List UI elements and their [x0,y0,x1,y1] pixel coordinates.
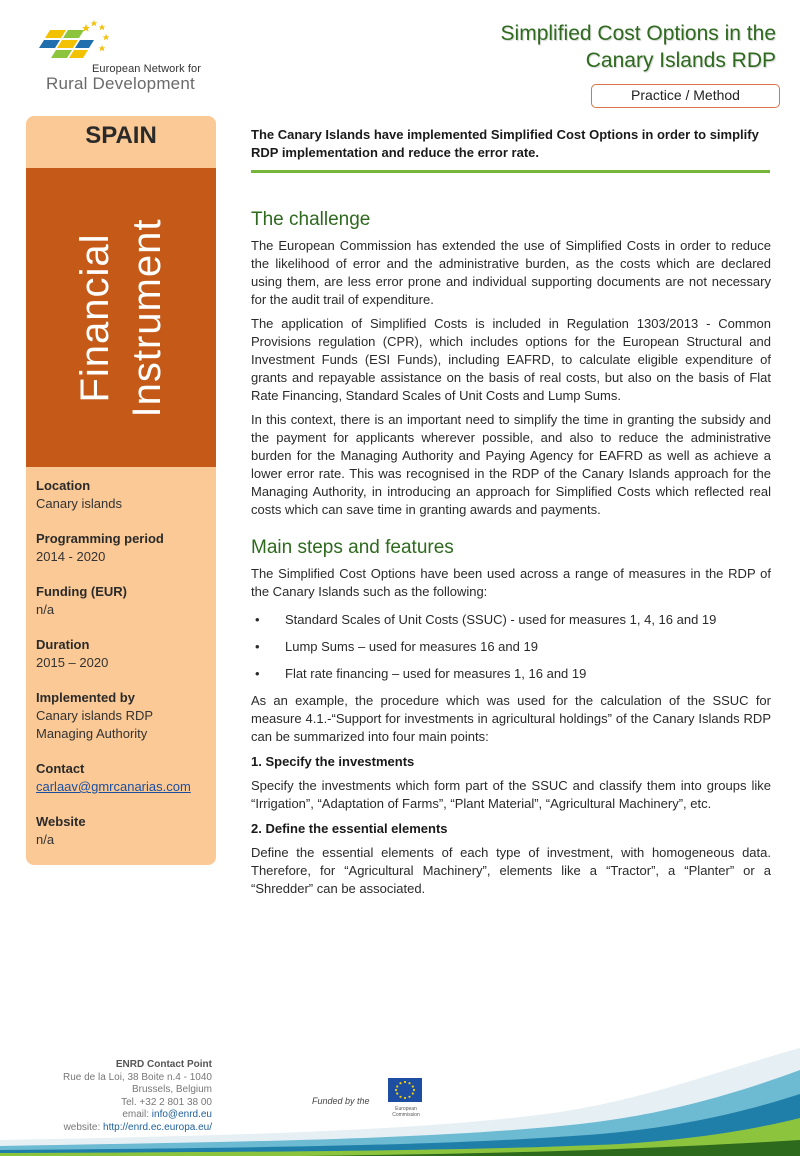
contact-email-row [12,1109,212,1122]
list-item: • Lump Sums – used for measures 16 and 19 [251,638,771,656]
eu-commission-label: European Commission [392,1106,420,1118]
detail-value: n/a [36,602,55,617]
steps-intro: The Simplified Cost Options have been used across a range of measures in the RDP of the Canary Islands such as the following: [251,566,771,599]
detail-label: Contact [36,761,85,776]
org-name-line2: Rural Development [46,74,195,93]
detail-value: n/a [36,832,55,847]
detail-contact [36,760,211,796]
detail-value: Canary islands RDP Managing Authority [36,708,153,741]
info-sidebar [26,116,216,865]
measures-list [251,611,771,683]
challenge-paragraph: The application of Simplified Costs is included in Regulation 1303/2013 - Common Provisions regulation (CPR), which includes options for the European Structural and Investment Funds (ESI Funds), including EAFRD, to calculate eligible expenditure of grants and repayable assistance on the basis of real costs, but also on the basis of Flat Rate Financing, Standard Scales of Unit Costs and Lump Sums. [251,316,771,403]
detail-value: Canary islands [36,496,122,511]
footer-contact [12,1059,212,1134]
theme-label-line2: Instrument [125,218,169,417]
intro-summary: The Canary Islands have implemented Simplified Cost Options in order to simplify RDP implementation and reduce the error rate. [251,127,759,160]
challenge-paragraph: In this context, there is an important need to simplify the time in granting the subsidy and the payment for applicants wherever possible, and also to reduce the administrative burden for the Managing Authority and Paying Agency for EAFRD as well as achieve a lower error rate. This was recognised in the RDP of the Canary Islands approach for the Managing Authority, in introducing an approach for Simplified Costs which reflected real costs which can save time in granting awards and payments. [251,412,771,517]
contact-phone: Tel. +32 2 801 38 00 [121,1096,212,1108]
detail-value: 2014 - 2020 [36,549,106,564]
category-badge: Practice / Method [591,84,780,108]
detail-label: Website [36,814,86,829]
email-label: email: [122,1109,152,1120]
footer-website-link[interactable]: http://enrd.ec.europa.eu/ [103,1121,212,1133]
document-title-line1: Simplified Cost Options in the [500,22,776,45]
detail-implemented-by [36,689,211,743]
contact-website-row [12,1122,212,1135]
detail-funding [36,583,211,619]
list-item: • Standard Scales of Unit Costs (SSUC) - used for measures 1, 4, 16 and 19 [251,611,771,629]
detail-label: Implemented by [36,690,135,705]
detail-label: Funding (EUR) [36,584,127,599]
main-content [251,126,771,904]
document-title [501,20,776,74]
enrd-logo-icon [36,18,116,68]
detail-location [36,477,211,513]
document-title-line2: Canary Islands RDP [585,49,776,72]
contact-address-line: Rue de la Loi, 38 Boite n.4 - 1040 [63,1071,212,1083]
contact-address-line: Brussels, Belgium [131,1084,212,1095]
enrd-logo [36,18,206,98]
detail-duration [36,636,211,672]
intro-divider [251,170,770,173]
detail-value: 2015 – 2020 [36,655,109,670]
org-name-line1: European Network for [92,63,201,75]
define-paragraph: Define the essential elements of each type of investment, with homogeneous data. Therefore, for “Agricultural Machinery”, elements like a “Tractor”, a “Planter” or a “Shredder” can be associated. [251,845,771,896]
list-item: • Flat rate financing – used for measures 1, 16 and 19 [251,665,771,683]
website-label: website: [63,1121,104,1133]
specify-paragraph: Specify the investments which form part of the SSUC and classify them into groups like “Irrigation”, “Adaptation of Farms”, “Plant Material”, “Agricultural Machinery”, etc. [251,778,771,811]
detail-programming-period [36,530,211,566]
detail-website [36,813,211,849]
footer-email-link[interactable]: info@enrd.eu [151,1109,212,1120]
detail-label: Duration [36,637,90,652]
subheading-specify: 1. Specify the investments [251,754,415,769]
example-paragraph: As an example, the procedure which was used for the calculation of the SSUC for measure 4.1.-“Support for investments in agricultural holdings” of the Canary Islands RDP can be summarized into four main points: [251,693,771,744]
eu-stars-icon [388,1078,422,1102]
eu-flag-icon [388,1078,422,1102]
contact-email-link[interactable]: carlaav@gmrcanarias.com [36,779,191,794]
detail-label: Location [36,478,91,493]
section-heading-challenge: The challenge [251,209,371,230]
contact-point-title: ENRD Contact Point [115,1059,212,1070]
theme-panel [26,168,216,467]
challenge-paragraph: The European Commission has extended the use of Simplified Costs in order to reduce the likelihood of error and the administrative burden, as the costs which are declared using them, are less error prone and individual supporting documents are not necessary for the audit trail of expenditure. [251,238,771,307]
theme-label [69,218,173,417]
section-heading-steps: Main steps and features [251,537,454,558]
country-name: SPAIN [85,122,157,149]
subheading-define: 2. Define the essential elements [251,821,448,836]
theme-label-line1: Financial [73,232,117,403]
project-details [36,477,211,865]
detail-label: Programming period [36,531,164,546]
funded-by-label: Funded by the [312,1096,370,1106]
